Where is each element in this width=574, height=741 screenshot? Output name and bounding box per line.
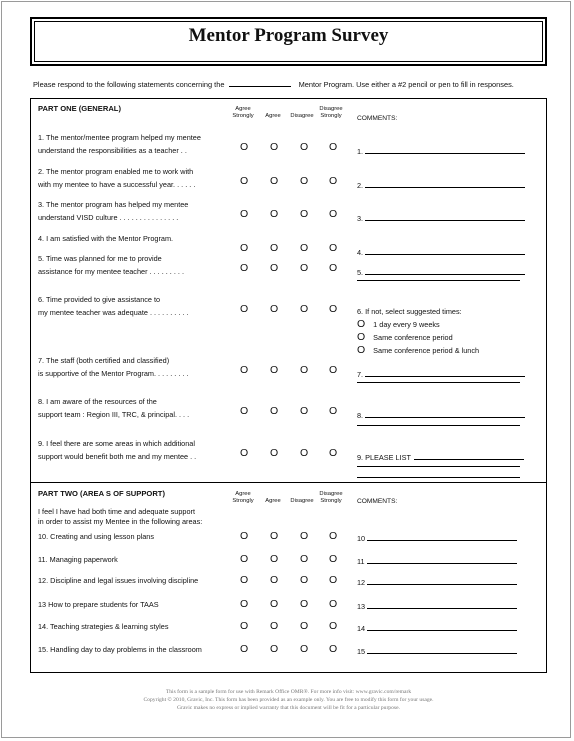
q14-comment[interactable]: 14 — [357, 622, 517, 633]
q12-agree-strongly-bubble[interactable]: O — [240, 574, 249, 586]
section-divider — [30, 482, 547, 483]
col-head-agree-strongly: Agree Strongly — [232, 106, 254, 119]
instructions — [33, 80, 553, 89]
q7-comment[interactable]: 7. — [357, 368, 525, 379]
q10-disagree-strongly-bubble[interactable]: O — [329, 530, 338, 542]
col-head-disagree: Disagree — [290, 113, 314, 119]
q14-agree-strongly-bubble[interactable]: O — [240, 620, 249, 632]
q12-comment[interactable]: 12 — [357, 576, 517, 587]
q5-agree-bubble[interactable]: O — [270, 262, 279, 274]
q14-disagree-strongly-bubble[interactable]: O — [329, 620, 338, 632]
q2-disagree-bubble[interactable]: O — [300, 175, 309, 187]
q6-comment-label: 6. If not, select suggested times: — [357, 307, 462, 316]
q2-comment[interactable]: 2. — [357, 179, 525, 190]
q6-disagree-bubble[interactable]: O — [300, 303, 309, 315]
q9-disagree-bubble[interactable]: O — [300, 447, 309, 459]
q15-agree-strongly-bubble[interactable]: O — [240, 643, 249, 655]
q3-agree-bubble[interactable]: O — [270, 208, 279, 220]
q12-disagree-strongly-bubble[interactable]: O — [329, 574, 338, 586]
q4-agree-bubble[interactable]: O — [270, 242, 279, 254]
question-7: 7. The staff (both certified and classified) is supportive of the Mentor Program. . . . . . . . . — [38, 356, 189, 378]
q8-comment-line-2[interactable] — [357, 425, 520, 426]
question-9: 9. I feel there are some areas in which additional support would benefit both me and my mentee . . — [38, 439, 197, 461]
q4-comment[interactable]: 4. — [357, 246, 525, 257]
time-option-2[interactable]: O Same conference period — [357, 331, 453, 343]
q9-comment[interactable]: 9. PLEASE LIST — [357, 451, 524, 462]
q15-disagree-bubble[interactable]: O — [300, 643, 309, 655]
q15-agree-bubble[interactable]: O — [270, 643, 279, 655]
q8-agree-bubble[interactable]: O — [270, 405, 279, 417]
instructions-text-after: Mentor Program. Use either a #2 pencil or pen to fill in responses. — [298, 80, 514, 89]
q10-comment[interactable]: 10 — [357, 532, 517, 543]
q11-disagree-strongly-bubble[interactable]: O — [329, 553, 338, 565]
col-head-disagree-strongly: Disagree Strongly — [319, 106, 343, 119]
col-head-agree-strongly-2: Agree Strongly — [232, 491, 254, 504]
q13-disagree-strongly-bubble[interactable]: O — [329, 598, 338, 610]
q10-agree-strongly-bubble[interactable]: O — [240, 530, 249, 542]
support-question-14: 14. Teaching strategies & learning styles — [38, 622, 169, 631]
q11-disagree-bubble[interactable]: O — [300, 553, 309, 565]
q8-disagree-bubble[interactable]: O — [300, 405, 309, 417]
q11-agree-bubble[interactable]: O — [270, 553, 279, 565]
q2-agree-bubble[interactable]: O — [270, 175, 279, 187]
q14-agree-bubble[interactable]: O — [270, 620, 279, 632]
part-one-title: PART ONE (GENERAL) — [38, 104, 121, 113]
q1-agree-bubble[interactable]: O — [270, 141, 279, 153]
q1-agree-strongly-bubble[interactable]: O — [240, 141, 249, 153]
q10-agree-bubble[interactable]: O — [270, 530, 279, 542]
q13-comment[interactable]: 13 — [357, 600, 517, 611]
q11-comment[interactable]: 11 — [357, 555, 517, 566]
q4-disagree-bubble[interactable]: O — [300, 242, 309, 254]
support-question-11: 11. Managing paperwork — [38, 555, 118, 564]
time-option-1[interactable]: O 1 day every 9 weeks — [357, 318, 440, 330]
q5-disagree-bubble[interactable]: O — [300, 262, 309, 274]
part-two-intro-1: I feel I have had both time and adequate support — [38, 507, 195, 516]
col-head-agree-2: Agree — [265, 498, 281, 504]
question-1: 1. The mentor/mentee program helped my mentee understand the responsibilities as a teacher . . — [38, 133, 201, 155]
q13-disagree-bubble[interactable]: O — [300, 598, 309, 610]
q14-disagree-bubble[interactable]: O — [300, 620, 309, 632]
q7-agree-strongly-bubble[interactable]: O — [240, 364, 249, 376]
q12-disagree-bubble[interactable]: O — [300, 574, 309, 586]
q5-agree-strongly-bubble[interactable]: O — [240, 262, 249, 274]
q3-comment[interactable]: 3. — [357, 212, 525, 223]
q9-agree-strongly-bubble[interactable]: O — [240, 447, 249, 459]
support-question-13: 13 How to prepare students for TAAS — [38, 600, 159, 609]
q10-disagree-bubble[interactable]: O — [300, 530, 309, 542]
question-8: 8. I am aware of the resources of the support team : Region III, TRC, & principal. . . . — [38, 397, 190, 419]
question-4: 4. I am satisfied with the Mentor Program. — [38, 234, 174, 243]
q5-disagree-strongly-bubble[interactable]: O — [329, 262, 338, 274]
q1-comment[interactable]: 1. — [357, 145, 525, 156]
col-head-agree: Agree — [265, 113, 281, 119]
q1-disagree-strongly-bubble[interactable]: O — [329, 141, 338, 153]
q5-comment-line-2[interactable] — [357, 280, 520, 281]
q6-agree-strongly-bubble[interactable]: O — [240, 303, 249, 315]
q13-agree-bubble[interactable]: O — [270, 598, 279, 610]
q1-disagree-bubble[interactable]: O — [300, 141, 309, 153]
q6-disagree-strongly-bubble[interactable]: O — [329, 303, 338, 315]
q9-comment-line-2[interactable] — [357, 466, 520, 467]
question-5: 5. Time was planned for me to provide assistance for my mentee teacher . . . . . . . . . — [38, 254, 184, 276]
question-6: 6. Time provided to give assistance to my mentee teacher was adequate . . . . . . . . . . — [38, 295, 189, 317]
q2-agree-strongly-bubble[interactable]: O — [240, 175, 249, 187]
q12-agree-bubble[interactable]: O — [270, 574, 279, 586]
q3-agree-strongly-bubble[interactable]: O — [240, 208, 249, 220]
footer-line-3: Gravic makes no express or implied warranty that this document will be fit for a particular purpose. — [177, 705, 400, 711]
support-question-12: 12. Discipline and legal issues involving discipline — [38, 576, 199, 585]
q9-comment-line-3[interactable] — [357, 477, 520, 478]
q8-disagree-strongly-bubble[interactable]: O — [329, 405, 338, 417]
comments-header: COMMENTS: — [357, 115, 398, 122]
question-3: 3. The mentor program has helped my mentee understand VISD culture . . . . . . . . . . . . . . . — [38, 200, 189, 222]
part-two-intro-2: in order to assist my Mentee in the following areas: — [38, 517, 203, 526]
instructions-text-before: Please respond to the following statements concerning the — [33, 80, 225, 89]
comments-header-2: COMMENTS: — [357, 498, 398, 505]
q11-agree-strongly-bubble[interactable]: O — [240, 553, 249, 565]
support-question-15: 15. Handling day to day problems in the classroom — [38, 645, 202, 654]
col-head-disagree-strongly-2: Disagree Strongly — [319, 491, 343, 504]
col-head-disagree-2: Disagree — [290, 498, 314, 504]
q7-disagree-strongly-bubble[interactable]: O — [329, 364, 338, 376]
question-2: 2. The mentor program enabled me to work with with my mentee to have a successful year. . . . . . — [38, 167, 196, 189]
q9-agree-bubble[interactable]: O — [270, 447, 279, 459]
q4-disagree-strongly-bubble[interactable]: O — [329, 242, 338, 254]
q5-comment[interactable]: 5. — [357, 266, 525, 277]
q7-comment-line-2[interactable] — [357, 382, 520, 383]
q3-disagree-bubble[interactable]: O — [300, 208, 309, 220]
q8-agree-strongly-bubble[interactable]: O — [240, 405, 249, 417]
q8-comment[interactable]: 8. — [357, 409, 525, 420]
support-question-10: 10. Creating and using lesson plans — [38, 532, 155, 541]
program-name-blank[interactable] — [229, 86, 291, 87]
q3-disagree-strongly-bubble[interactable]: O — [329, 208, 338, 220]
footer-line-1: This form is a sample form for use with Remark Office OMR®. For more info visit: www.gravic.com/remark — [165, 689, 412, 695]
q7-disagree-bubble[interactable]: O — [300, 364, 309, 376]
q2-disagree-strongly-bubble[interactable]: O — [329, 175, 338, 187]
q7-agree-bubble[interactable]: O — [270, 364, 279, 376]
q6-agree-bubble[interactable]: O — [270, 303, 279, 315]
time-option-3[interactable]: O Same conference period & lunch — [357, 344, 480, 356]
part-two-title: PART TWO (AREA S OF SUPPORT) — [38, 489, 165, 498]
footer-line-2: Copyright © 2010, Gravic, Inc. This form has been provided as an example only. You are free to modify this form for your usage. — [143, 697, 434, 703]
page-title: Mentor Program Survey — [188, 25, 389, 46]
q4-agree-strongly-bubble[interactable]: O — [240, 242, 249, 254]
q15-comment[interactable]: 15 — [357, 645, 517, 656]
q9-disagree-strongly-bubble[interactable]: O — [329, 447, 338, 459]
q13-agree-strongly-bubble[interactable]: O — [240, 598, 249, 610]
q15-disagree-strongly-bubble[interactable]: O — [329, 643, 338, 655]
